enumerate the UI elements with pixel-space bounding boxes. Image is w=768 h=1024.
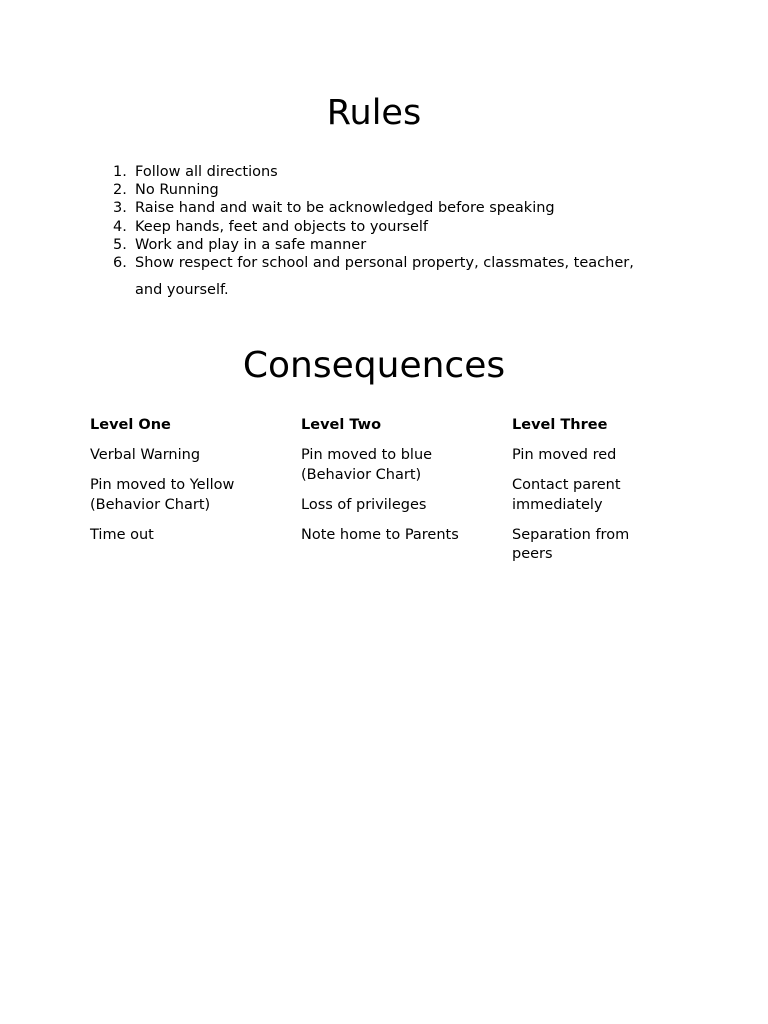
rule-text: No Running xyxy=(135,182,219,199)
rule-number: 1. xyxy=(113,164,127,180)
rule-item xyxy=(96,218,676,236)
rules-title: Rules xyxy=(326,93,422,133)
level-two-column xyxy=(301,416,501,556)
consequence-item: Separation from peers xyxy=(512,526,630,562)
rule-item xyxy=(96,163,676,181)
consequence-item: Time out xyxy=(90,526,154,543)
rule-text: Raise hand and wait to be acknowledged before speaking xyxy=(135,200,555,217)
consequence-item: Verbal Warning xyxy=(90,447,201,463)
consequences-title: Consequences xyxy=(242,345,506,386)
rule-text: Keep hands, feet and objects to yourself xyxy=(135,218,429,235)
rule-number: 6. xyxy=(113,255,127,272)
rule-number: 3. xyxy=(113,200,127,217)
consequence-item: Contact parent immediately xyxy=(512,477,621,513)
rule-text-continuation: and yourself. xyxy=(135,281,229,298)
rule-text: Show respect for school and personal property, classmates, teacher, xyxy=(135,255,634,272)
consequence-item: Pin moved to blue (Behavior Chart) xyxy=(301,447,433,483)
rule-item xyxy=(96,199,676,217)
rule-text: Follow all directions xyxy=(135,164,278,180)
rule-number: 4. xyxy=(113,218,127,235)
rule-item xyxy=(96,181,676,199)
level-header: Level Two xyxy=(301,417,382,433)
consequence-item: Note home to Parents xyxy=(301,526,459,543)
rule-number: 5. xyxy=(113,236,127,253)
consequences-table xyxy=(90,416,730,596)
rule-item xyxy=(96,254,676,299)
consequence-item: Pin moved to Yellow (Behavior Chart) xyxy=(90,477,235,513)
rules-list xyxy=(96,163,676,299)
level-header: Level One xyxy=(90,417,171,433)
consequence-item: Loss of privileges xyxy=(301,496,427,513)
rule-item xyxy=(96,236,676,254)
rule-number: 2. xyxy=(113,182,127,199)
level-three-column xyxy=(512,416,712,575)
rule-text: Work and play in a safe manner xyxy=(135,236,367,253)
consequence-item: Pin moved red xyxy=(512,447,617,463)
level-header: Level Three xyxy=(512,417,608,433)
level-one-column xyxy=(90,416,290,556)
